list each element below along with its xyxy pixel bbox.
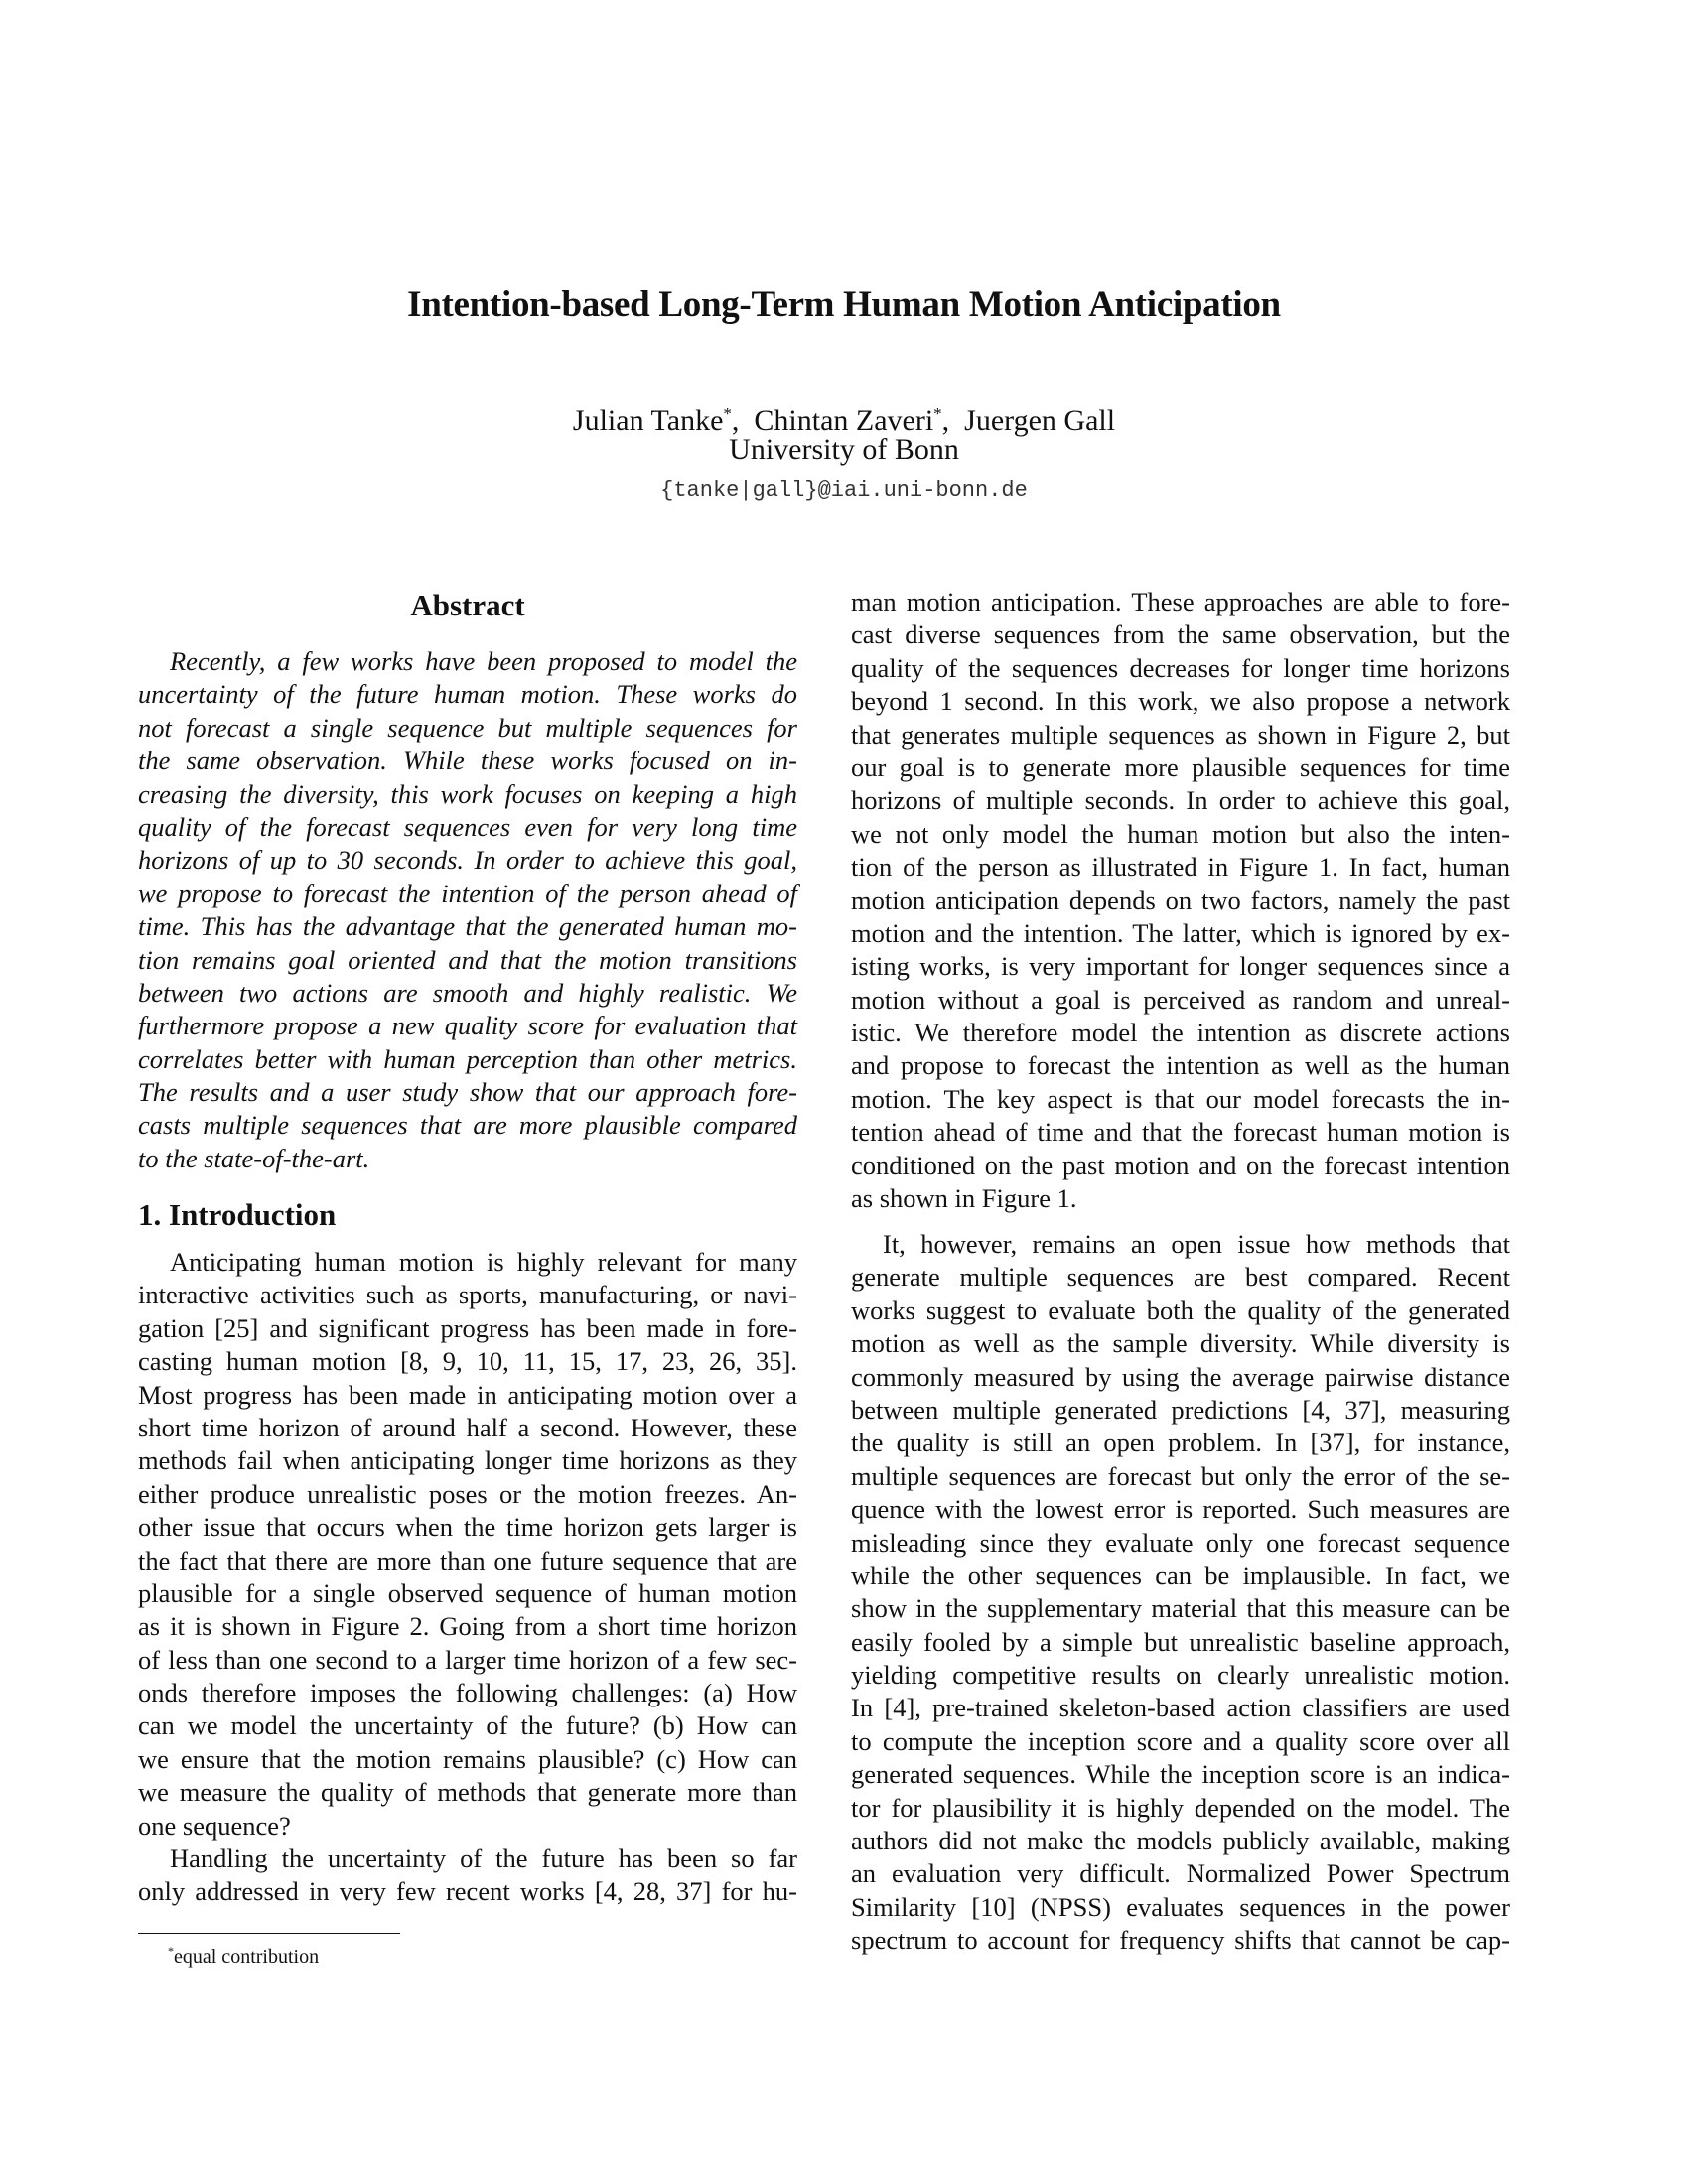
text-line: beyond 1 second. In this work, we also propose a network: [851, 686, 1510, 717]
text-line: man motion anticipation. These approaches are able to fore-: [851, 587, 1510, 616]
text-line: commonly measured by using the average pairwise distance: [851, 1361, 1510, 1392]
text-line: interactive activities such as sports, manufacturing, or navi-: [138, 1280, 797, 1310]
text-line: other issue that occurs when the time horizon gets larger is: [138, 1512, 797, 1543]
text-line: yielding competitive results on clearly unrealistic motion.: [851, 1660, 1510, 1691]
text-line: plausible for a single observed sequence of human motion: [138, 1577, 797, 1608]
text-line: horizons of multiple seconds. In order to achieve this goal,: [851, 785, 1510, 816]
author-name: Julian Tanke: [572, 404, 724, 437]
text-line: tion remains goal oriented and that the motion transitions: [138, 944, 797, 975]
author-name: Juergen Gall: [964, 404, 1116, 437]
text-line: show in the supplementary material that this measure can be: [851, 1593, 1510, 1624]
introduction-right-column-p1: [851, 586, 1510, 1215]
text-line: In [4], pre-trained skeleton-based action classifiers are used: [851, 1693, 1510, 1723]
text-line: misleading since they evaluate only one forecast sequence: [851, 1527, 1510, 1558]
text-line: tion of the person as illustrated in Figure 1. In fact, human: [851, 852, 1510, 883]
text-line: the fact that there are more than one future sequence that are: [138, 1545, 797, 1575]
text-line: we not only model the human motion but also the inten-: [851, 818, 1510, 849]
text-line: generated sequences. While the inception score is an indica-: [851, 1759, 1510, 1790]
text-line: as shown in Figure 1.: [851, 1183, 1077, 1214]
text-line: to the state-of-the-art.: [138, 1143, 370, 1173]
text-line: not forecast a single sequence but multiple sequences for: [138, 712, 797, 743]
text-line: horizons of up to 30 seconds. In order to achieve this goal,: [138, 845, 797, 876]
paper-title: Intention-based Long-Term Human Motion Anticipation: [407, 284, 1281, 325]
footnote: [168, 1944, 319, 1969]
text-line: quality of the forecast sequences even for very long time: [138, 811, 797, 842]
text-line: Similarity [10] (NPSS) evaluates sequences in the power: [851, 1891, 1510, 1922]
author-list: Julian Tanke*, Chintan Zaveri*, Juergen Gall: [572, 404, 1116, 437]
text-line: onds therefore imposes the following challenges: (a) How: [138, 1678, 797, 1708]
text-line: cast diverse sequences from the same observation, but the: [851, 619, 1510, 650]
author-name: Chintan Zaveri: [754, 404, 934, 437]
text-line: Handling the uncertainty of the future has been so far: [170, 1843, 797, 1874]
paragraph: [138, 1843, 797, 1909]
text-line: only addressed in very few recent works [4, 28, 37] for hu-: [138, 1876, 797, 1907]
text-line: the quality is still an open problem. In [37], for instance,: [851, 1428, 1510, 1458]
text-line: motion. The key aspect is that our model forecasts the in-: [851, 1083, 1510, 1114]
text-line: works suggest to evaluate both the quality of the generated: [851, 1295, 1510, 1325]
text-line: we propose to forecast the intention of the person ahead of: [138, 878, 797, 908]
text-line: our goal is to generate more plausible sequences for time: [851, 751, 1510, 782]
text-line: The results and a user study show that our approach fore-: [138, 1077, 797, 1108]
text-line: and propose to forecast the intention as well as the human: [851, 1050, 1510, 1081]
text-line: an evaluation very difficult. Normalized Power Spectrum: [851, 1858, 1510, 1889]
text-line: one sequence?: [138, 1810, 291, 1841]
text-line: between two actions are smooth and highly realistic. We: [138, 977, 797, 1008]
text-line: authors did not make the models publicly available, making: [851, 1826, 1510, 1856]
text-line: between multiple generated predictions [4, 37], measuring: [851, 1394, 1510, 1425]
text-line: easily fooled by a simple but unrealistic baseline approach,: [851, 1626, 1510, 1657]
text-line: casts multiple sequences that are more plausible compared: [138, 1110, 797, 1141]
text-line: Recently, a few works have been proposed to model the: [170, 646, 797, 676]
text-line: of less than one second to a larger time horizon of a few sec-: [138, 1644, 797, 1675]
text-line: casting human motion [8, 9, 10, 11, 15, 17, 23, 26, 35].: [138, 1346, 797, 1377]
author-email: {tanke|gall}@iai.uni-bonn.de: [660, 478, 1028, 503]
text-line: as it is shown in Figure 2. Going from a short time horizon: [138, 1611, 797, 1642]
text-line: quence with the lowest error is reported. Such measures are: [851, 1494, 1510, 1525]
text-line: that generates multiple sequences as shown in Figure 2, but: [851, 719, 1510, 750]
introduction-left-column: [138, 1246, 797, 1909]
text-line: motion anticipation depends on two factors, namely the past: [851, 885, 1510, 915]
text-line: while the other sequences can be implausible. In fact, we: [851, 1560, 1510, 1590]
text-line: tor for plausibility it is highly depended on the model. The: [851, 1792, 1510, 1823]
text-line: furthermore propose a new quality score for evaluation that: [138, 1011, 797, 1041]
text-line: motion as well as the sample diversity. While diversity is: [851, 1328, 1510, 1359]
text-line: uncertainty of the future human motion. These works do: [138, 679, 797, 710]
text-line: isting works, is very important for longer sequences since a: [851, 951, 1510, 982]
abstract-body: [138, 645, 797, 1175]
text-line: methods fail when anticipating longer time horizons as they: [138, 1445, 797, 1476]
text-line: to compute the inception score and a quality score over all: [851, 1725, 1510, 1756]
footnote-text: equal contribution: [174, 1946, 320, 1968]
text-line: generate multiple sequences are best compared. Recent: [851, 1262, 1510, 1293]
footnote-divider: [138, 1933, 400, 1934]
text-line: conditioned on the past motion and on the forecast intention: [851, 1150, 1510, 1180]
text-line: Most progress has been made in anticipating motion over a: [138, 1379, 797, 1410]
text-line: istic. We therefore model the intention as discrete actions: [851, 1018, 1510, 1048]
text-line: motion without a goal is perceived as random and unreal-: [851, 984, 1510, 1015]
text-line: creasing the diversity, this work focuses on keeping a high: [138, 778, 797, 809]
abstract-heading: Abstract: [410, 588, 525, 622]
text-line: correlates better with human perception than other metrics.: [138, 1043, 797, 1074]
paragraph: [138, 1246, 797, 1843]
text-line: motion and the intention. The latter, which is ignored by ex-: [851, 917, 1510, 948]
equal-contribution-mark: *: [933, 404, 942, 423]
text-line: tention ahead of time and that the forecast human motion is: [851, 1117, 1510, 1148]
text-line: we ensure that the motion remains plausible? (c) How can: [138, 1743, 797, 1774]
text-line: quality of the sequences decreases for longer time horizons: [851, 652, 1510, 683]
text-line: Anticipating human motion is highly relevant for many: [170, 1247, 797, 1277]
text-line: short time horizon of around half a second. However, these: [138, 1412, 797, 1442]
affiliation: University of Bonn: [729, 433, 959, 466]
text-line: gation [25] and significant progress has been made in fore-: [138, 1312, 797, 1343]
introduction-right-column-p2: [851, 1228, 1510, 1958]
text-line: the same observation. While these works focused on in-: [138, 746, 797, 776]
text-line: multiple sequences are forecast but only the error of the se-: [851, 1460, 1510, 1491]
text-line: spectrum to account for frequency shifts that cannot be cap-: [851, 1925, 1510, 1956]
text-line: we measure the quality of methods that generate more than: [138, 1777, 797, 1808]
text-line: can we model the uncertainty of the future? (b) How can: [138, 1710, 797, 1741]
footnote-mark: *: [168, 1944, 174, 1958]
equal-contribution-mark: *: [723, 404, 732, 423]
text-line: It, however, remains an open issue how methods that: [883, 1229, 1510, 1259]
introduction-heading: 1. Introduction: [138, 1197, 337, 1232]
text-line: either produce unrealistic poses or the motion freezes. An-: [138, 1478, 797, 1509]
text-line: time. This has the advantage that the generated human mo-: [138, 911, 797, 942]
